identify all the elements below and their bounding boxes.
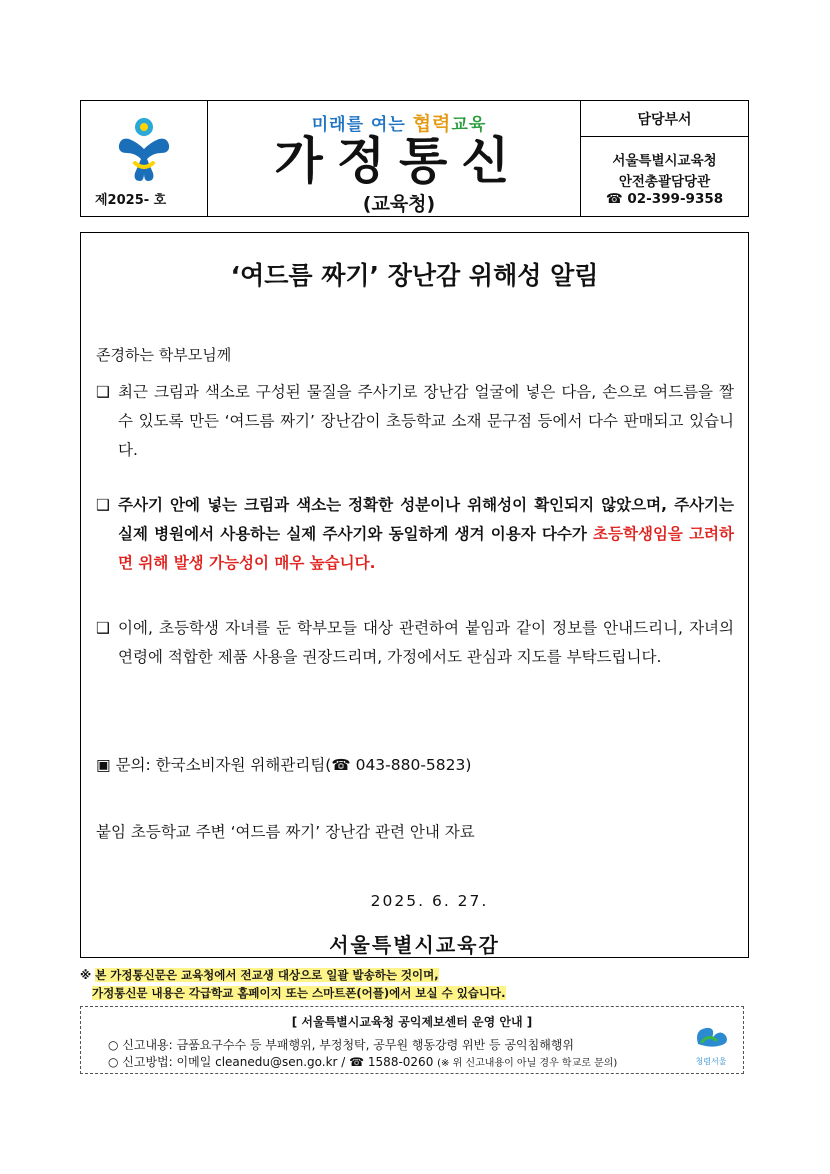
note-2-text: 가정통신문 내용은 각급학교 홈페이지 또는 스마트폰(어플)에서 보실 수 있습니다. — [92, 986, 506, 1000]
distribution-note-1 — [80, 967, 439, 983]
letter-body — [80, 232, 749, 958]
report-method-line — [108, 1053, 617, 1070]
checkbox-bullet-icon: ❑ — [96, 619, 110, 637]
department-label: 담당부서 — [581, 101, 748, 137]
department-phone: ☎ 02-399-9358 — [605, 191, 724, 207]
note-mark: ※ — [80, 968, 96, 982]
checkbox-bullet-icon: ❑ — [96, 383, 110, 401]
newsletter-header — [80, 100, 749, 217]
issuer-name: 서울특별시교육감 — [329, 933, 500, 957]
issue-number: 제2025- 호 — [95, 193, 167, 208]
report-method-note: (※ 위 신고내용이 아닐 경우 학교로 문의) — [437, 1058, 618, 1069]
notice-item-3-text: 이에, 초등학생 자녀를 둔 학부모들 대상 관련하여 붙임과 같이 정보를 안내드리니, 자녀의 연령에 적합한 제품 사용을 권장드리며, 가정에서도 관심과 지도를 부탁드립니다. — [118, 619, 734, 666]
contact-info: ▣ 문의: 한국소비자원 위해관리팀(☎ 043-880-5823) — [96, 756, 472, 774]
report-content-line: ○ 신고내용: 금품요구수수 등 부패행위, 부정청탁, 공무원 행동강령 위반 등 공익침해행위 — [108, 1038, 575, 1052]
slogan-part1: 미래를 여는 — [311, 115, 413, 135]
clean-seoul-logo-icon — [686, 1022, 736, 1052]
slogan-part2: 협력 — [412, 113, 452, 135]
newsletter-title: 가정통신 — [274, 132, 524, 190]
notice-item-2-text — [118, 491, 734, 578]
seoul-education-logo-icon — [113, 115, 175, 187]
clean-seoul-logo-text: 청렴서울 — [695, 1057, 727, 1066]
department-name: 서울특별시교육청 — [612, 153, 717, 169]
department-cell — [580, 101, 748, 216]
clean-seoul-logo — [686, 1022, 736, 1068]
distribution-note-2 — [92, 985, 506, 1001]
department-office: 안전총괄담당관 — [618, 174, 711, 190]
note-1-text: 본 가정통신문은 교육청에서 전교생 대상으로 일괄 발송하는 것이며, — [95, 968, 439, 982]
notice-item-2 — [96, 491, 736, 581]
notice-item-3 — [96, 614, 736, 704]
report-method-text: ○ 신고방법: 이메일 cleanedu@sen.go.kr / ☎ 1588-0260 — [108, 1055, 438, 1069]
notice-item-2-bold: 주사기 안에 넣는 크림과 색소는 정확한 성분이나 위해성이 확인되지 않았으며, 주사기는 실제 병원에서 사용하는 실제 주사기와 동일하게 생겨 이용자 다수가 — [118, 496, 734, 543]
notice-item-1-text: 최근 크림과 색소로 구성된 물질을 주사기로 장난감 얼굴에 넣은 다음, 손으로 여드름을 짤 수 있도록 만든 ‘여드름 짜기’ 장난감이 초등학교 소재 문구점 등에서 다수 판매되고 있습니다. — [118, 383, 734, 459]
logo-cell — [81, 101, 208, 216]
greeting: 존경하는 학부모님께 — [96, 346, 232, 364]
slogan-part3: 교육 — [451, 115, 487, 135]
newsletter-subtitle: (교육청) — [362, 193, 436, 215]
document-title: ‘여드름 짜기’ 장난감 위해성 알림 — [230, 261, 599, 290]
notice-item-1 — [96, 378, 736, 468]
footer-title: [ 서울특별시교육청 공익제보센터 운영 안내 ] — [291, 1015, 533, 1029]
issue-date: 2025. 6. 27. — [370, 892, 489, 910]
notice-item-2-warning: 초등학생임을 고려하면 위해 발생 가능성이 매우 높습니다. — [118, 525, 735, 572]
attachment-note: 붙임 초등학교 주변 ‘여드름 짜기’ 장난감 관련 안내 자료 — [96, 823, 475, 841]
checkbox-bullet-icon: ❑ — [96, 496, 110, 514]
